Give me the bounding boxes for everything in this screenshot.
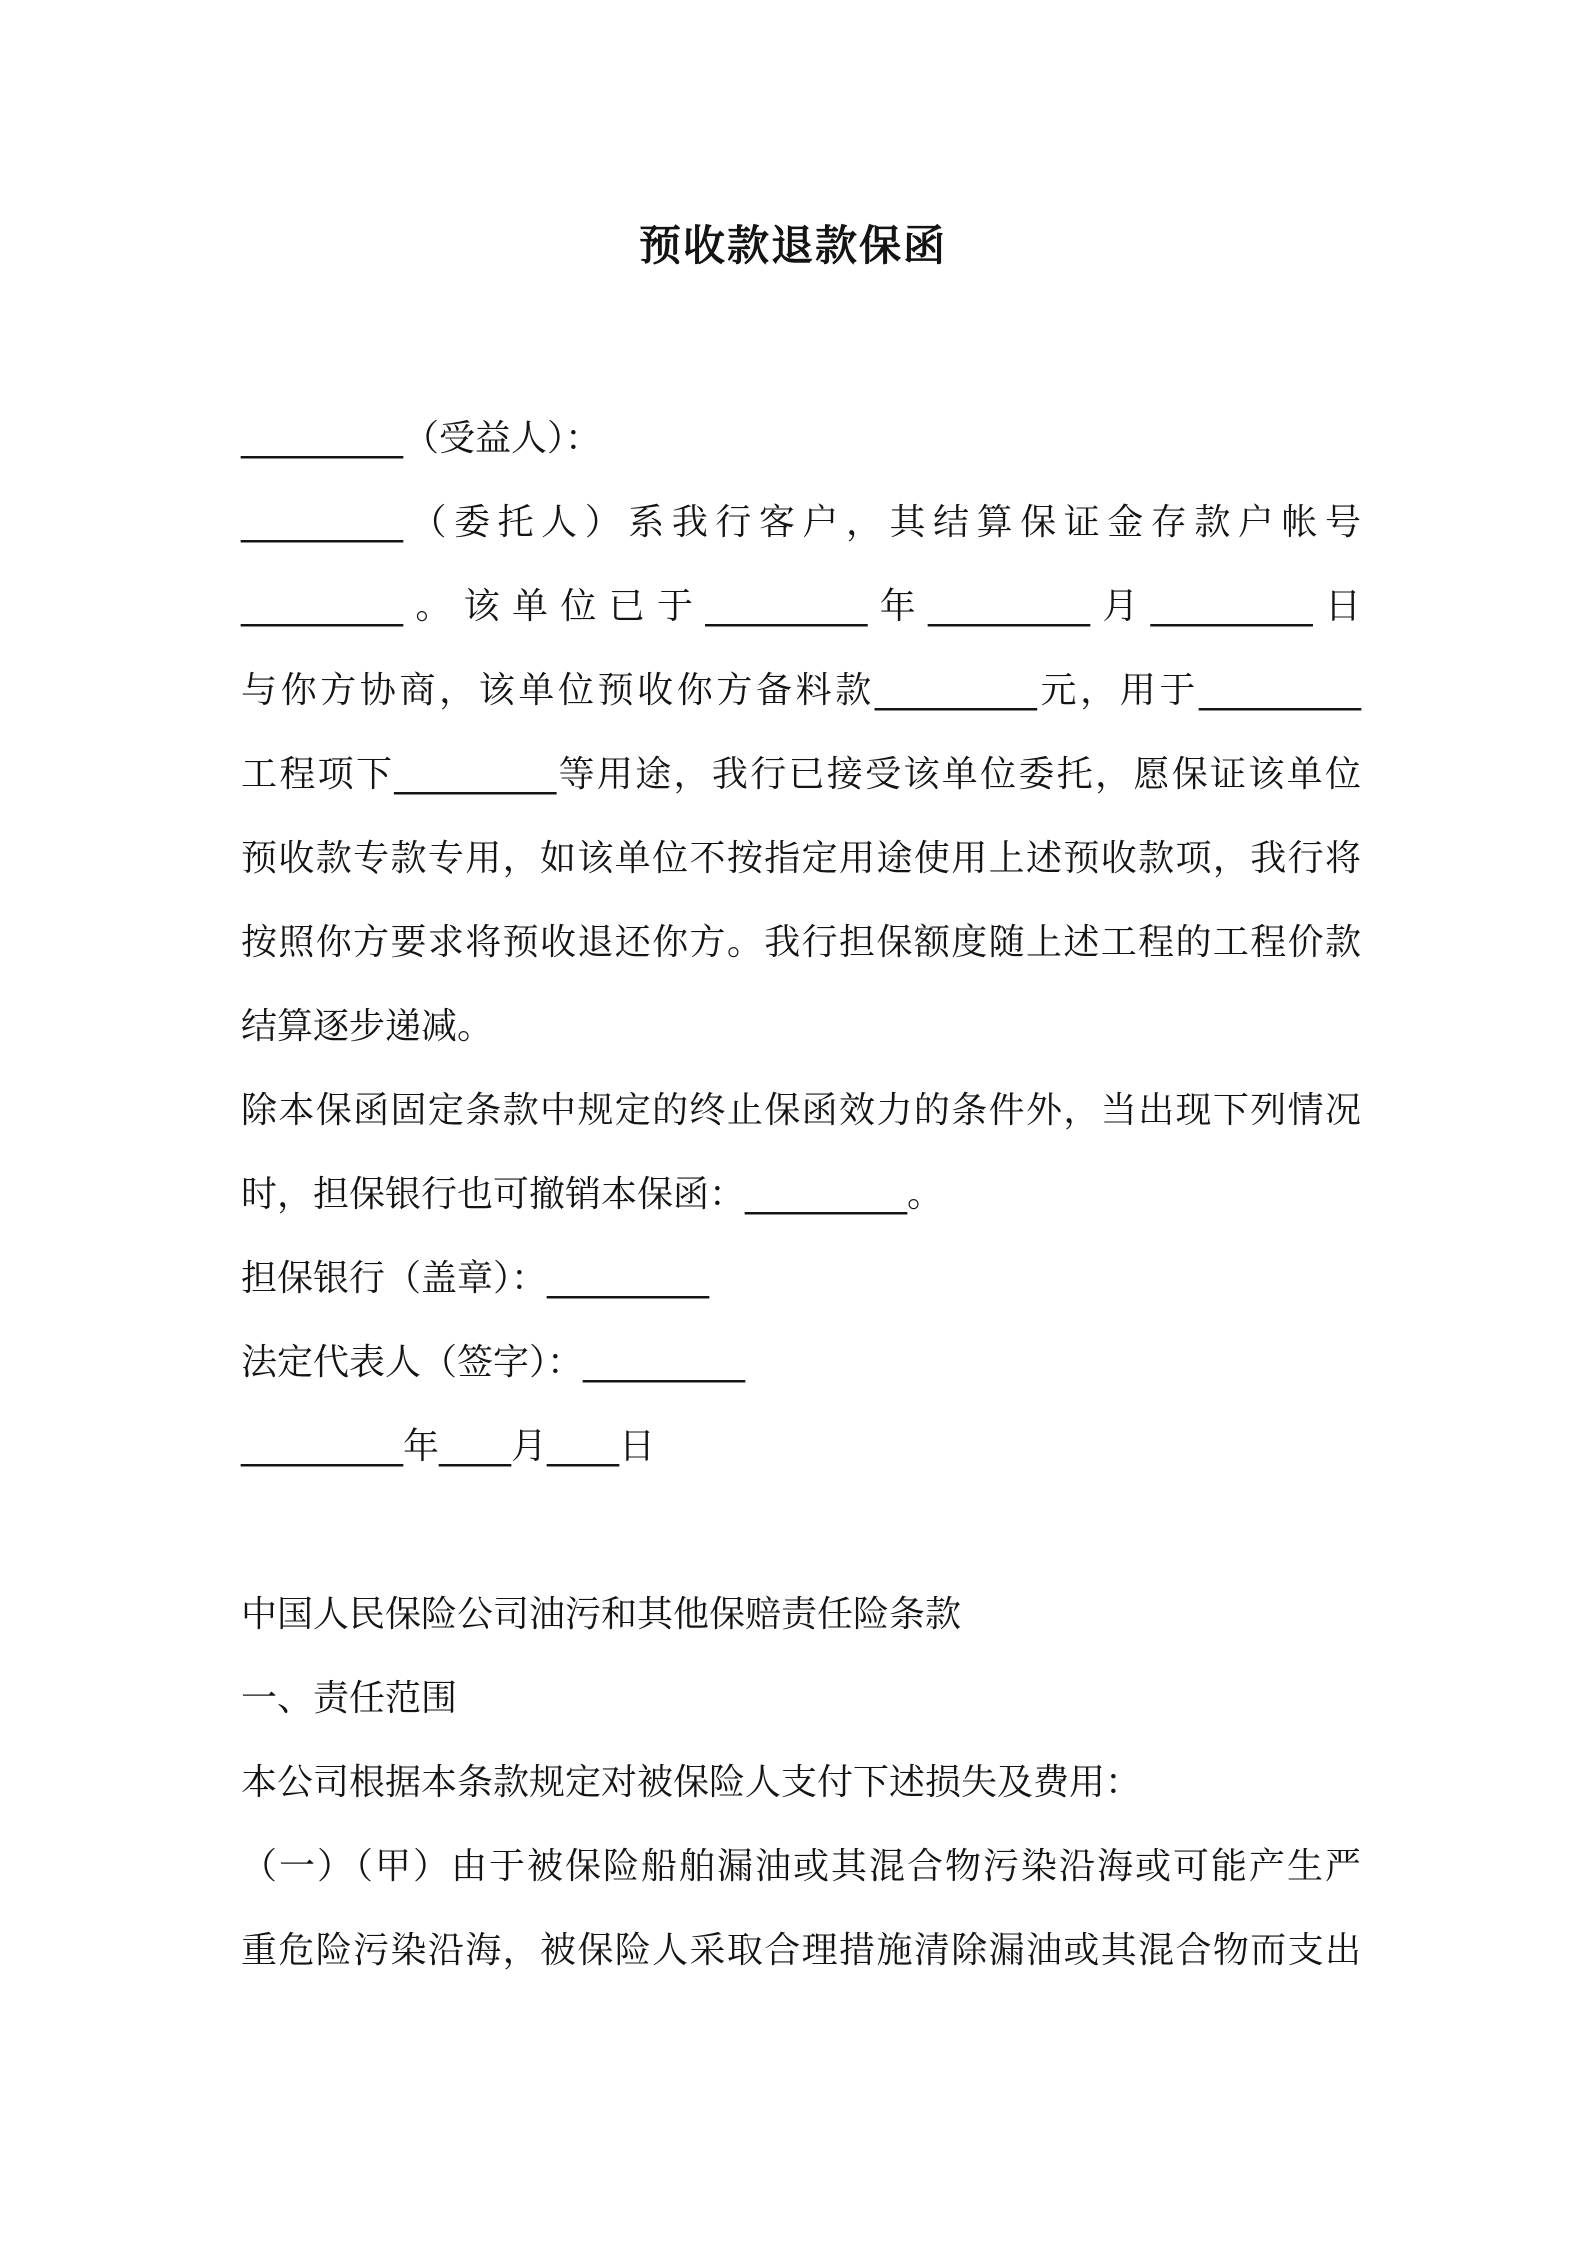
paragraph-line: 结算逐步递减。: [241, 1006, 494, 1047]
document-title: 预收款退款保函: [638, 221, 947, 270]
paragraph-line: 工程项下_________等用途，我行已接受该单位委托，愿保证该单位: [241, 754, 1361, 795]
section-heading: 中国人民保险公司油污和其他保赔责任险条款: [241, 1594, 962, 1635]
paragraph-line: 重危险污染沿海，被保险人采取合理措施清除漏油或其混合物而支出: [241, 1930, 1361, 1971]
subsection-heading: 一、责任范围: [241, 1678, 458, 1719]
paragraph-line: （一）（甲）由于被保险船舶漏油或其混合物污染沿海或可能产生严: [241, 1846, 1361, 1887]
paragraph-line: _________。该单位已于_________年_________月_________日: [241, 586, 1361, 627]
bank-seal-line: 担保银行（盖章）：_________: [241, 1258, 710, 1299]
paragraph-line: 预收款专款专用，如该单位不按指定用途使用上述预收款项，我行将: [241, 838, 1361, 879]
date-line: _________年____月____日: [241, 1426, 655, 1467]
salutation-line: _________（受益人）：: [241, 418, 602, 459]
paragraph-line: 按照你方要求将预收退还你方。我行担保额度随上述工程的工程价款: [241, 922, 1361, 963]
paragraph-line: 与你方协商，该单位预收你方备料款_________元，用于_________: [241, 670, 1361, 711]
paragraph-line: 除本保函固定条款中规定的终止保函效力的条件外，当出现下列情况: [241, 1090, 1361, 1131]
paragraph-line: 本公司根据本条款规定对被保险人支付下述损失及费用：: [241, 1762, 1142, 1803]
representative-signature-line: 法定代表人（签字）：_________: [241, 1342, 746, 1383]
paragraph-line: _________（委托人）系我行客户，其结算保证金存款户帐号: [241, 502, 1361, 543]
paragraph-line: 时，担保银行也可撤销本保函：_________。: [241, 1174, 944, 1215]
